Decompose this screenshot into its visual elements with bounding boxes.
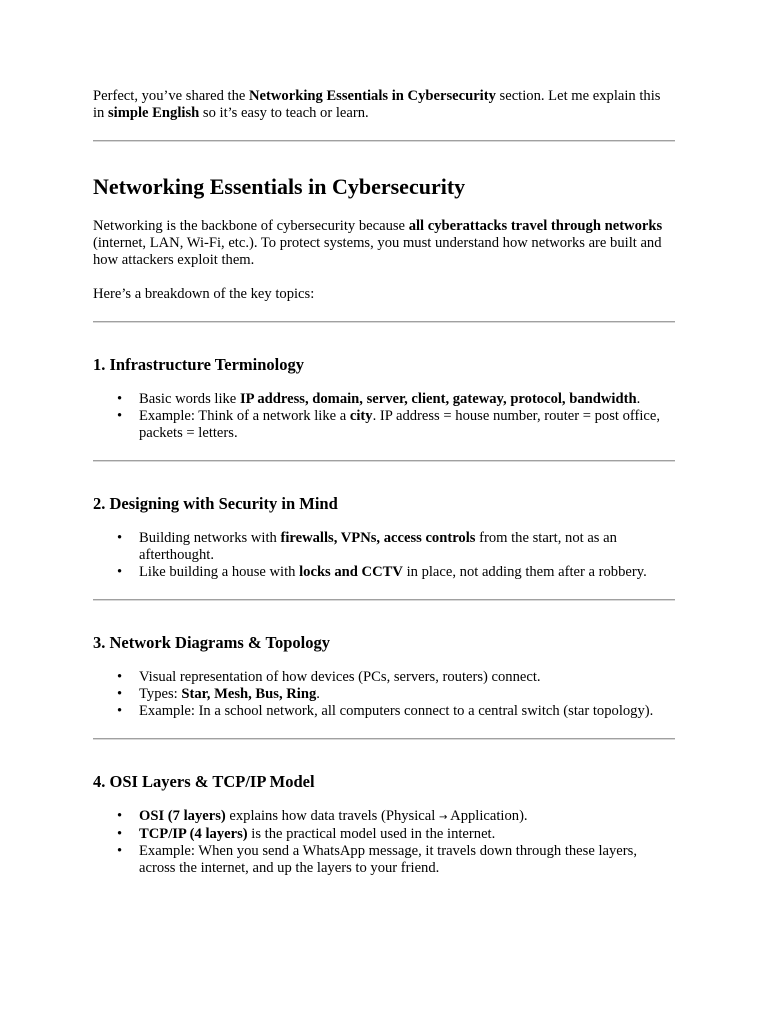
item-text: Basic words like xyxy=(139,391,240,407)
intro-paragraph xyxy=(93,88,675,122)
list-item xyxy=(139,530,675,564)
overview-bold: all cyberattacks travel through networks xyxy=(408,218,663,234)
intro-text: section. Let me explain this in xyxy=(93,88,661,121)
bullet-list xyxy=(93,391,675,442)
item-text: Visual representation of how devices (PCs, servers, routers) connect. xyxy=(139,669,541,685)
list-item xyxy=(139,564,675,581)
section-heading: 2. Designing with Security in Mind xyxy=(93,494,338,513)
section-heading: 3. Network Diagrams & Topology xyxy=(93,633,330,652)
list-item xyxy=(139,391,675,408)
item-bold: city xyxy=(349,408,373,424)
arrow-right-icon: → xyxy=(438,812,448,823)
item-text: . xyxy=(636,391,641,407)
item-bold: locks and CCTV xyxy=(299,564,403,580)
item-text: Like building a house with xyxy=(139,564,300,580)
divider xyxy=(93,140,675,142)
divider xyxy=(93,738,675,740)
item-text: Application). xyxy=(447,808,528,824)
intro-text: so it’s easy to teach or learn. xyxy=(199,105,369,121)
item-text: from the start, not as an afterthought. xyxy=(139,530,617,563)
section-heading: 1. Infrastructure Terminology xyxy=(93,355,304,374)
list-item xyxy=(139,703,675,720)
item-text: Building networks with xyxy=(139,530,281,546)
overview-paragraph xyxy=(93,218,675,269)
section-heading: 4. OSI Layers & TCP/IP Model xyxy=(93,772,315,791)
bullet-list xyxy=(93,669,675,720)
list-item xyxy=(139,686,675,703)
list-item xyxy=(139,808,675,826)
item-bold: firewalls, VPNs, access controls xyxy=(280,530,476,546)
divider xyxy=(93,321,675,323)
item-text: explains how data travels (Physical xyxy=(225,808,439,824)
item-text: is the practical model used in the internet. xyxy=(247,826,496,842)
item-text: Example: When you send a WhatsApp message, it travels down through these layers, across the internet, and up the layers to your friend. xyxy=(139,843,637,876)
breakdown-paragraph: Here’s a breakdown of the key topics: xyxy=(93,286,315,302)
intro-bold: simple English xyxy=(108,105,200,121)
bullet-list xyxy=(93,808,675,877)
document-content xyxy=(93,88,675,895)
item-text: . xyxy=(316,686,320,702)
item-text: in place, not adding them after a robbery. xyxy=(402,564,647,580)
item-text: . IP address = house number, router = post office, packets = letters. xyxy=(139,408,661,441)
list-item xyxy=(139,826,675,843)
item-text: Example: Think of a network like a xyxy=(139,408,350,424)
overview-text: (internet, LAN, Wi-Fi, etc.). To protect systems, you must understand how networks are built and how attackers exploit them. xyxy=(93,235,662,268)
intro-text: Perfect, you’ve shared the xyxy=(93,88,250,104)
divider xyxy=(93,599,675,601)
list-item xyxy=(139,669,675,686)
list-item xyxy=(139,843,675,877)
page-title: Networking Essentials in Cybersecurity xyxy=(93,174,466,199)
bullet-list xyxy=(93,530,675,581)
item-text: Example: In a school network, all computers connect to a central switch (star topology). xyxy=(139,703,654,719)
overview-text: Networking is the backbone of cybersecurity because xyxy=(93,218,409,234)
list-item xyxy=(139,408,675,442)
item-bold: IP address, domain, server, client, gateway, protocol, bandwidth xyxy=(239,391,637,407)
intro-bold: Networking Essentials in Cybersecurity xyxy=(249,88,496,104)
item-bold: TCP/IP (4 layers) xyxy=(139,826,248,842)
divider xyxy=(93,460,675,462)
item-text: Types: xyxy=(139,686,182,702)
item-bold: Star, Mesh, Bus, Ring xyxy=(181,686,317,702)
item-bold: OSI (7 layers) xyxy=(139,808,226,824)
